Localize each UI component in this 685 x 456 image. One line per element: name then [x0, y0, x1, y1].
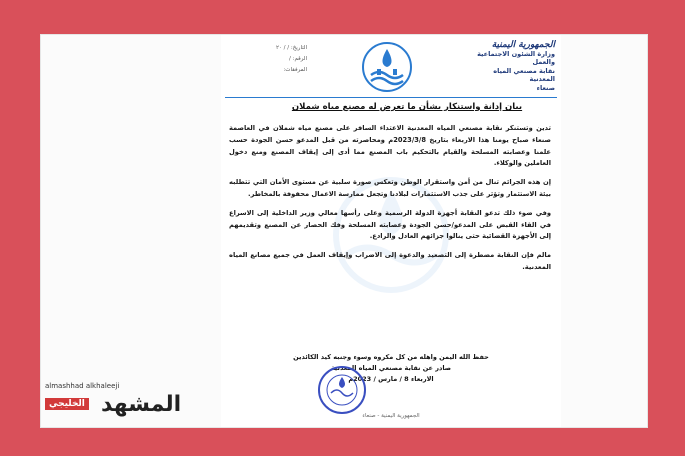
brand-arabic-main: المشهد: [101, 392, 182, 417]
ref-number-field: الرقم: /: [289, 56, 307, 62]
statement-body: [229, 123, 551, 281]
paragraph-4: مالم فإن النقابة مضطرة إلى التصعيد والدعوة إلى الاضراب وإيقاف العمل في جميع مصانع المياه المعدنية.: [229, 251, 551, 271]
closing-block: [241, 352, 541, 385]
org-header: [469, 41, 555, 92]
date-field: التاريخ: / / ٢٠: [275, 45, 307, 51]
header-divider: [225, 97, 557, 98]
almashhad-watermark-logo: [43, 382, 211, 422]
header-line-2: وزارة الشئون الاجتماعية والعمل: [477, 49, 555, 66]
header-line-4: صنعاء: [536, 83, 555, 92]
paragraph-3: وفي ضوء ذلك تدعو النقابة أجهزة الدولة الرسمية وعلى رأسها معالي وزير الداخلية إلى الاسراع في القاء القبض على المدعو/حسن الجودة وعصابته المسلحة وفك الحصار عن المصنع وتقديمهم إلى الأجهزة القضائية حتى ينالوا جزائهم العادل والرادع.: [229, 208, 551, 241]
header-line-3: نقابة مصنعي المياه المعدنية: [493, 66, 555, 83]
paragraph-2: إن هذه الجرائم تنال من أمن واستقرار الوطن وتعكس صورة سلبية عن مستوى الأمان التي تتطلبه بيئة الاستثمار وتؤثر على جذب الاستثمارات لبلادنا وتجعل ممارسة الاعمال محفوفة بالمخاطر.: [229, 178, 551, 198]
official-stamp-icon: [317, 365, 367, 415]
document-sheet: [40, 34, 648, 428]
issue-date: الاربعاء 8 / مارس / 2023م: [348, 375, 434, 383]
closing-prayer: حفظ الله اليمن واهله من كل مكروه وسوء وجنبه كيد الكائدين: [293, 353, 489, 361]
brand-english: almashhad alkhaleeji: [45, 382, 120, 390]
letter-page: [221, 35, 561, 427]
page-footer: الجمهورية اليمنية - صنعاء: [362, 413, 420, 419]
statement-title: بيان إدانة واستنكار بشأن ما تعرض له مصنع مياه شملان: [291, 102, 523, 112]
issuer-line: صادر عن نقابة مصنعي المياه المعدنية: [330, 364, 452, 372]
brand-arabic-sub: الخليجي: [45, 398, 89, 410]
header-line-1: الجمهورية اليمنية: [491, 40, 555, 50]
reference-fields: [229, 43, 307, 76]
union-logo-icon: [361, 41, 413, 93]
paragraph-1: تدين وتستنكر نقابة مصنعي المياه المعدنية الاعتداء السافر على مصنع مياه شملان في العاصمة صنعاء صباح يومنا هذا الاربعاء بتاريخ 2023/3/8م ومحاصرته من قبل المدعو حسن الجودة حسب علمنا وعصابته المسلحة والقيام بالتحكيم باب المصنع مما أدى إلى إيقاف المصنع ومنع دخول العاملين والوكلاء.: [229, 124, 551, 168]
attachments-field: المرفقات:: [283, 67, 307, 73]
